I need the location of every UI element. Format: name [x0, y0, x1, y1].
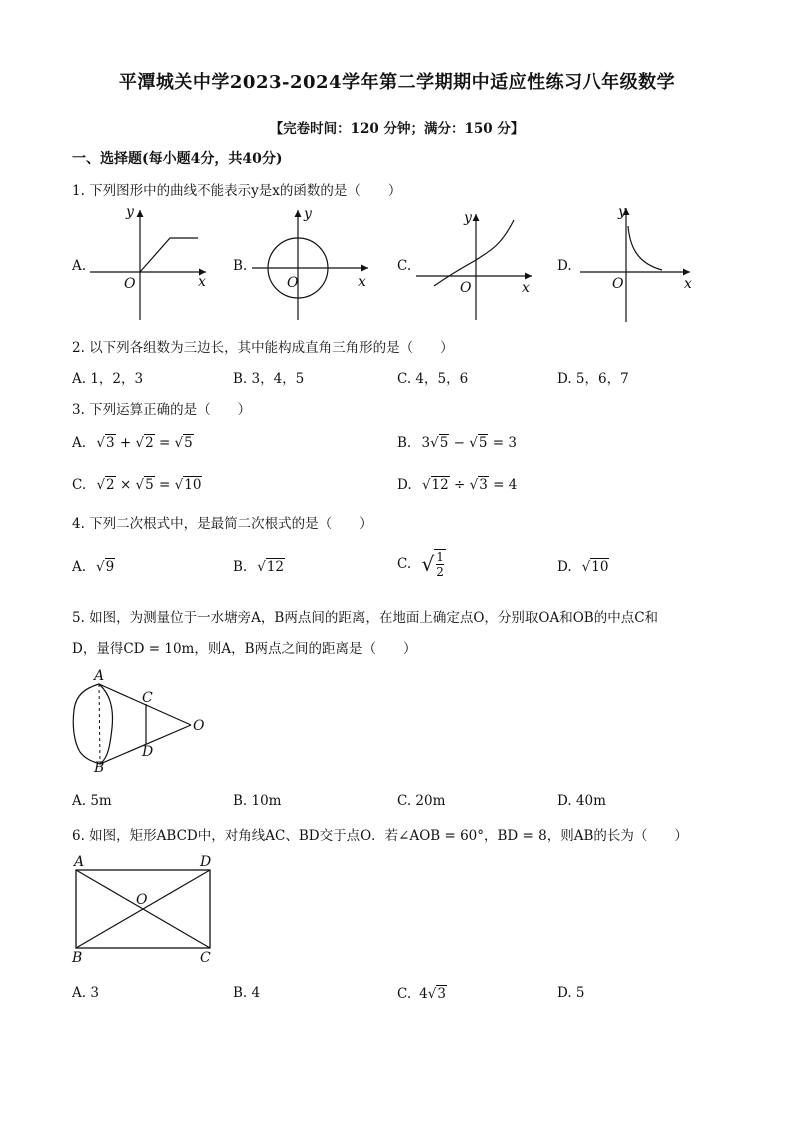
point-a: A	[94, 668, 105, 684]
axis-y-label: y	[304, 206, 312, 222]
q5-figure	[66, 668, 216, 778]
q3-option-a[interactable]: A. √3 + √2 = √5	[72, 435, 193, 451]
q6-stem: 6. 如图，矩形ABCD中，对角线AC、BD交于点O．若∠AOB = 60°，BD = 8，则AB的长为（ ）	[72, 828, 688, 844]
q4-option-b[interactable]: B. √12	[233, 559, 285, 575]
point-o: O	[136, 892, 148, 908]
axis-y-label: y	[464, 210, 472, 226]
q5-option-d[interactable]: D. 40m	[557, 793, 606, 809]
option-label: A.	[72, 435, 87, 451]
q2-option-a[interactable]: A. 1，2，3	[72, 371, 144, 387]
q6-figure	[68, 852, 228, 964]
q6-option-d[interactable]: D. 5	[557, 985, 585, 1001]
q1-graph-d	[578, 200, 708, 325]
q5-option-a[interactable]: A. 5m	[72, 793, 112, 809]
q1-option-d[interactable]: D.	[557, 258, 572, 274]
q1-option-c[interactable]: C.	[397, 258, 412, 274]
page-title: 平潭城关中学2023-2024学年第二学期期中适应性练习八年级数学	[118, 72, 676, 93]
q1-option-b[interactable]: B.	[233, 258, 248, 274]
q3-option-c[interactable]: C. √2 × √5 = √10	[72, 477, 202, 493]
point-d: D	[200, 854, 212, 870]
q3-option-b[interactable]: B. 3√5 − √5 = 3	[397, 435, 517, 451]
origin-label: O	[287, 275, 299, 291]
option-label: C.	[72, 477, 87, 493]
q4-option-d[interactable]: D. √10	[557, 559, 609, 575]
section-title: 一、选择题(每小题4分，共40分)	[72, 151, 283, 167]
axis-x-label: x	[358, 274, 366, 290]
q2-stem: 2. 以下列各组数为三边长，其中能构成直角三角形的是（ ）	[72, 340, 454, 356]
origin-label: O	[612, 276, 624, 292]
q6-option-b[interactable]: B. 4	[233, 985, 261, 1001]
q2-option-c[interactable]: C. 4，5，6	[397, 371, 469, 387]
q2-option-b[interactable]: B. 3，4，5	[233, 371, 305, 387]
q4-option-a[interactable]: A. √9	[72, 559, 115, 575]
q6-option-c[interactable]: C. 4√3	[397, 986, 446, 1002]
q1-graph-b	[250, 200, 380, 325]
q6-option-a[interactable]: A. 3	[72, 985, 99, 1001]
point-d: D	[142, 744, 154, 760]
exam-info: 【完卷时间：120 分钟；满分：150 分】	[269, 121, 525, 137]
q4-option-c[interactable]: C. √ $\frac{1}{2}$	[397, 550, 444, 579]
option-label: D.	[397, 477, 412, 493]
point-b: B	[72, 950, 83, 964]
point-c: C	[200, 950, 211, 964]
axis-x-label: x	[198, 274, 206, 290]
q1-graph-c	[414, 200, 544, 325]
point-b: B	[94, 760, 105, 776]
point-o: O	[193, 718, 205, 734]
q3-option-d[interactable]: D. √12 ÷ √3 = 4	[397, 477, 518, 493]
q5-option-c[interactable]: C. 20m	[397, 793, 446, 809]
q4-stem: 4. 下列二次根式中，是最简二次根式的是（ ）	[72, 516, 373, 532]
q1-option-a[interactable]: A.	[72, 258, 87, 274]
point-c: C	[142, 690, 153, 706]
q5-line1: 5. 如图，为测量位于一水塘旁A，B两点间的距离，在地面上确定点O，分别取OA和OB的中点C和	[72, 610, 659, 626]
q5-line2: D，量得CD = 10m，则A，B两点之间的距离是（ ）	[72, 641, 417, 657]
q2-option-d[interactable]: D. 5，6，7	[557, 371, 629, 387]
axis-y-label: y	[618, 204, 626, 220]
axis-x-label: x	[522, 280, 530, 296]
q5-option-b[interactable]: B. 10m	[233, 793, 282, 809]
option-label: B.	[397, 435, 412, 451]
q1-stem: 1. 下列图形中的曲线不能表示y是x的函数的是（ ）	[72, 183, 402, 199]
axis-y-label: y	[126, 204, 134, 220]
q3-stem: 3. 下列运算正确的是（ ）	[72, 402, 252, 418]
origin-label: O	[460, 280, 472, 296]
point-a: A	[74, 854, 85, 870]
q1-graph-a	[88, 200, 218, 325]
axis-x-label: x	[684, 276, 692, 292]
origin-label: O	[124, 276, 136, 292]
